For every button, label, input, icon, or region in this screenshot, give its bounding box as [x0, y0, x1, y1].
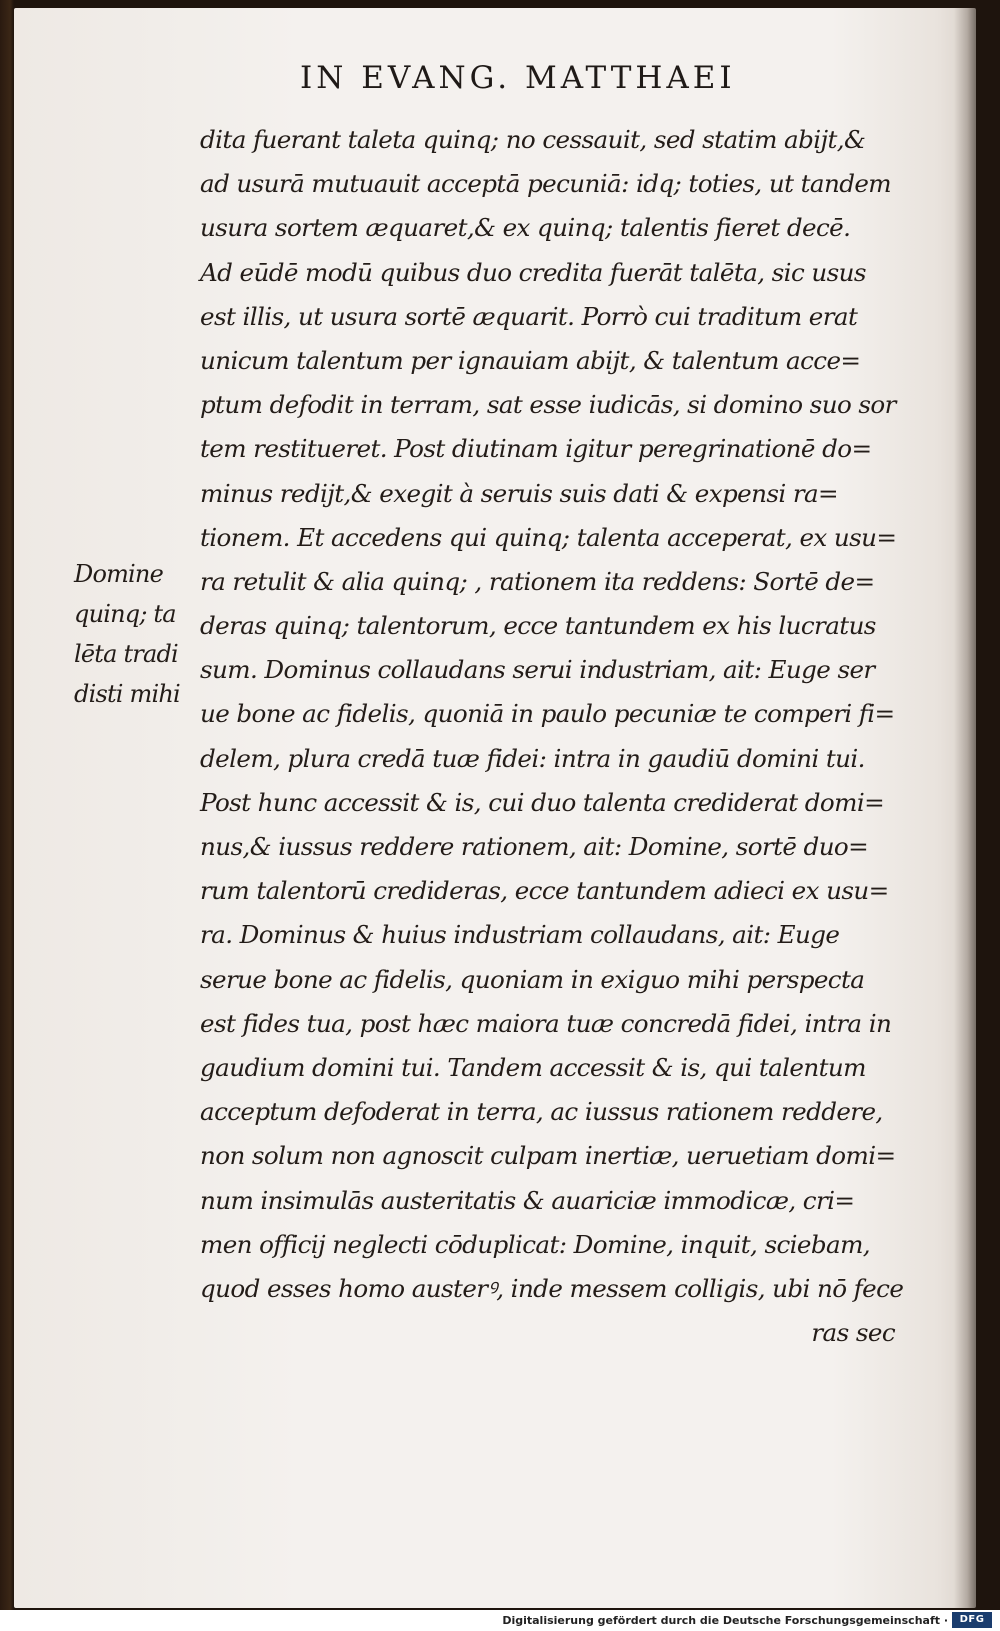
text-line: acceptum defoderat in terra, ac iussus rationem reddere,: [200, 1097, 883, 1127]
marginal-note-line: quinq; ta: [74, 600, 176, 628]
text-line: ra. Dominus & huius industriam collaudans, ait: Euge: [200, 920, 840, 950]
text-line: tem restitueret. Post diutinam igitur peregrinationē do=: [200, 434, 872, 464]
text-line: est fides tua, post hæc maiora tuæ concredā fidei, intra in: [200, 1008, 892, 1038]
text-line: deras quinq; talentorum, ecce tantundem ex his lucratus: [200, 611, 876, 641]
running-head: IN EVANG. MATTHAEI: [300, 60, 736, 96]
marginal-note-line: Domine: [74, 560, 163, 588]
text-line: ra retulit & alia quinq; , rationem ita reddens: Sortē de=: [200, 566, 875, 596]
text-line: tionem. Et accedens qui quinq; talenta acceperat, ex usu=: [200, 522, 897, 552]
text-line: ptum defodit in terram, sat esse iudicās, si domino suo sor: [200, 390, 896, 420]
text-line: Ad eūdē modū quibus duo credita fuerāt talēta, sic usus: [200, 257, 866, 287]
text-line: men officij neglecti cōduplicat: Domine, inquit, sciebam,: [200, 1229, 871, 1259]
text-line: num insimulās austeritatis & auariciæ immodicæ, cri=: [200, 1185, 855, 1215]
text-line: rum talentorū credideras, ecce tantundem adieci ex usu=: [200, 876, 889, 906]
body-text: [200, 118, 915, 1355]
text-line: unicum talentum per ignauiam abijt, & talentum acce=: [200, 345, 861, 375]
text-line: Post hunc accessit & is, cui duo talenta crediderat domi=: [200, 787, 885, 817]
text-line: serue bone ac fidelis, quoniam in exiguo mihi perspecta: [200, 964, 865, 994]
text-line: quod esses homo austerꝰ, inde messem colligis, ubi nō fece: [200, 1273, 904, 1303]
text-line: nus,& iussus reddere rationem, ait: Domine, sortē duo=: [200, 832, 869, 861]
text-line: ras sec: [811, 1318, 895, 1348]
text-line: minus redijt,& exegit à seruis suis dati & expensi ra=: [200, 478, 839, 508]
text-line: ue bone ac fidelis, quoniā in paulo pecuniæ te comperi fi=: [200, 699, 895, 729]
marginal-note-line: lēta tradi: [74, 640, 178, 668]
dfg-logo: DFG: [952, 1612, 992, 1628]
text-line: sum. Dominus collaudans serui industriam, ait: Euge ser: [200, 655, 875, 685]
marginal-note: [74, 554, 198, 714]
text-line: non solum non agnoscit culpam inertiæ, ueruetiam domi=: [200, 1141, 896, 1171]
text-line: dita fuerant taleta quinq; no cessauit, sed statim abijt,&: [200, 125, 866, 154]
text-line: ad usurā mutuauit acceptā pecuniā: idq; toties, ut tandem: [200, 169, 892, 199]
text-line: gaudium domini tui. Tandem accessit & is, qui talentum: [200, 1052, 866, 1082]
text-line: est illis, ut usura sortē æquarit. Porrò cui traditum erat: [200, 301, 858, 331]
text-line: delem, plura credā tuæ fidei: intra in gaudiū domini tui.: [200, 743, 865, 773]
page-fold-shadow: [954, 8, 976, 1608]
marginal-note-line: disti mihi: [74, 680, 180, 708]
footer-credit: Digitalisierung gefördert durch die Deutsche Forschungsgemeinschaft ·: [502, 1614, 948, 1627]
text-line: usura sortem æquaret,& ex quinq; talentis fieret decē.: [200, 213, 851, 243]
